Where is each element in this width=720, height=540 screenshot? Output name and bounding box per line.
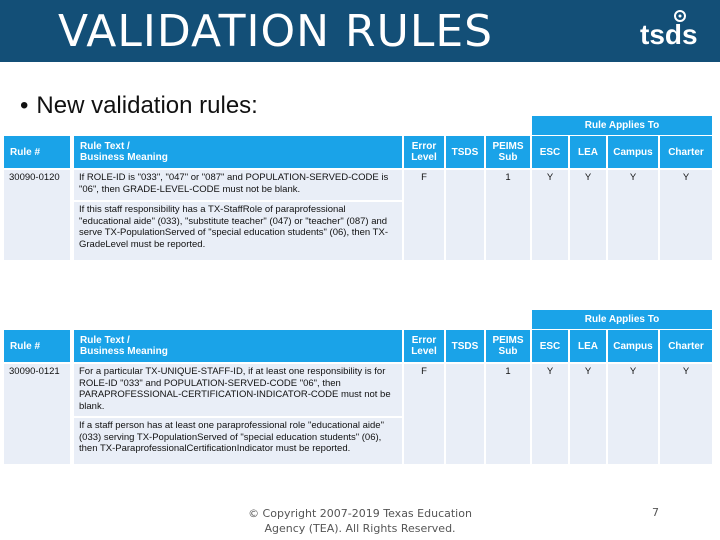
- campus-cell: Y: [608, 170, 658, 260]
- rule-id-cell: 30090-0121: [4, 364, 70, 464]
- tsds-cell: [446, 364, 484, 464]
- tsds-cell: [446, 170, 484, 260]
- esc-cell: Y: [532, 364, 568, 464]
- copyright-line-2: Agency (TEA). All Rights Reserved.: [264, 522, 456, 535]
- header-peims-sub: [486, 330, 530, 362]
- header-error-l2: Level: [411, 152, 437, 163]
- header-peims-l2: Sub: [498, 346, 518, 357]
- header-error-l1: Error: [411, 141, 437, 152]
- title-bar: [0, 0, 720, 62]
- esc-cell: Y: [532, 170, 568, 260]
- header-peims-l1: PEIMS: [492, 335, 524, 346]
- business-meaning-cell: If a staff person has at least one paraprofessional role "educational aide" (033) serving TX-PopulationServed of "special education students" (06), then TX-ParaprofessionalCertificationIndicator must be reported.: [74, 418, 402, 464]
- header-error-l1: Error: [411, 335, 437, 346]
- header-lea: LEA: [570, 136, 606, 168]
- error-level-cell: F: [404, 170, 444, 260]
- header-charter: Charter: [660, 136, 712, 168]
- header-rule-text-l2: Business Meaning: [80, 152, 168, 163]
- peims-sub-cell: 1: [486, 364, 530, 464]
- header-lea: LEA: [570, 330, 606, 362]
- header-rule-num: Rule #: [4, 330, 70, 362]
- bullet-dot: •: [20, 92, 29, 119]
- tsds-logo: [640, 8, 706, 52]
- header-tsds: TSDS: [446, 136, 484, 168]
- copyright-line-1: © Copyright 2007-2019 Texas Education: [248, 507, 472, 520]
- header-peims-l2: Sub: [498, 152, 518, 163]
- header-peims-sub: [486, 136, 530, 168]
- header-error-level: [404, 136, 444, 168]
- header-rule-text: [74, 330, 402, 362]
- error-level-cell: F: [404, 364, 444, 464]
- page-number: 7: [652, 506, 659, 519]
- header-esc: ESC: [532, 136, 568, 168]
- charter-cell: Y: [660, 364, 712, 464]
- business-meaning-cell: If this staff responsibility has a TX-StaffRole of paraprofessional "educational aide" (033), "substitute teacher" (047) or "teacher" (087) and serve TX-PopulationServed of "special education students" (06), then TX-GradeLevel must be reported.: [74, 202, 402, 260]
- header-esc: ESC: [532, 330, 568, 362]
- header-error-l2: Level: [411, 346, 437, 357]
- header-error-level: [404, 330, 444, 362]
- header-peims-l1: PEIMS: [492, 141, 524, 152]
- header-campus: Campus: [608, 330, 658, 362]
- slide-title: VALIDATION RULES: [58, 6, 494, 57]
- header-rule-num: Rule #: [4, 136, 70, 168]
- header-rule-text-l1: Rule Text /: [80, 141, 130, 152]
- rule-text-cell: If ROLE-ID is "033", "047" or "087" and POPULATION-SERVED-CODE is "06", then GRADE-LEVEL-CODE must not be blank.: [74, 170, 402, 200]
- header-rule-text: [74, 136, 402, 168]
- bullet-point: [20, 92, 258, 120]
- rule-applies-to-header: Rule Applies To: [532, 116, 712, 135]
- header-tsds: TSDS: [446, 330, 484, 362]
- campus-cell: Y: [608, 364, 658, 464]
- rule-applies-to-header: Rule Applies To: [532, 310, 712, 329]
- charter-cell: Y: [660, 170, 712, 260]
- peims-sub-cell: 1: [486, 170, 530, 260]
- bullet-text: New validation rules:: [36, 92, 258, 119]
- lea-cell: Y: [570, 364, 606, 464]
- header-campus: Campus: [608, 136, 658, 168]
- logo-text: tsds: [640, 19, 698, 50]
- header-rule-text-l2: Business Meaning: [80, 346, 168, 357]
- lea-cell: Y: [570, 170, 606, 260]
- copyright-footer: [228, 506, 492, 536]
- rule-text-cell: For a particular TX-UNIQUE-STAFF-ID, if at least one responsibility is for ROLE-ID "033" and POPULATION-SERVED-CODE "06", then PARAPROFESSIONAL-CERTIFICATION-INDICATOR-CODE must not be blank.: [74, 364, 402, 416]
- rule-id-cell: 30090-0120: [4, 170, 70, 260]
- header-charter: Charter: [660, 330, 712, 362]
- header-rule-text-l1: Rule Text /: [80, 335, 130, 346]
